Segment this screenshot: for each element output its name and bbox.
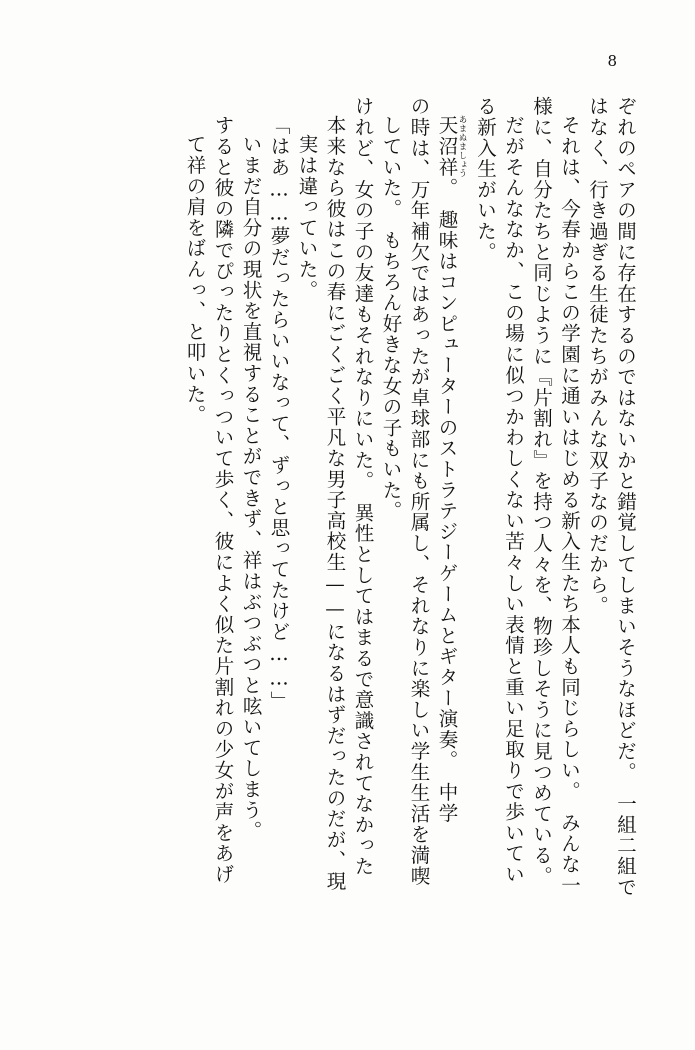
ruby-reading: あまぬましょう (457, 115, 467, 178)
text-column: 様に、自分たちと同じように『片割れ』を持つ人々を、物珍しそうに見つめている。 (530, 96, 553, 887)
text-column: る新入生がいた。 (474, 96, 497, 263)
column-remainder: 。 趣味はコンピューターのストラテジーゲームとギター演奏。 中学 (435, 177, 459, 824)
text-column: 実は違っていた。 (295, 134, 319, 301)
vertical-text-block (44, 96, 635, 964)
text-column: ぞれのペアの間に存在するのではないかと錯覚してしまいそうなほどだ。 一組二組で (614, 96, 637, 898)
text-column: 「はあ……夢だったらいいなって、ずっと思ってたけど……」 (267, 115, 291, 712)
text-column: の時は、万年補欠ではあったが卓球部にも所属し、それなりに楽しい学生生活を満喫 (407, 96, 431, 887)
text-column: けれど、女の子の友達もそれなりにいた。 異性としてはまるで意識されてなかった (351, 96, 375, 877)
ruby-annotated-name (435, 115, 467, 178)
text-column-with-ruby (437, 96, 467, 983)
text-column: していた。 もちろん好きな女の子もいた。 (379, 115, 403, 522)
ruby-base: 天沼祥 (435, 115, 459, 178)
text-column: だがそんななか、この場に似つかわしくない苦々しい表情と重い足取りで歩いてい (502, 115, 525, 885)
text-column: て祥の肩をばんっ、と叩いた。 (183, 134, 207, 426)
page-number: 8 (607, 52, 617, 70)
text-column: すると彼の隣でぴったりとくっついて歩く、彼によく似た片割れの少女が声をあげ (211, 115, 235, 885)
text-column: いまだ自分の現状を直視することができず、祥はぶつぶつと呟いてしまう。 (239, 134, 263, 842)
text-column: 本来なら彼はこの春にごくごく平凡な男子高校生——になるはずだったのだが、現 (323, 115, 347, 892)
text-column: はなく、行き過ぎる生徒たちがみんな双子なのだから。 (586, 96, 609, 616)
text-column: それは、今春からこの学園に通いはじめる新入生たち本人も同じらしい。 みんな一 (558, 115, 581, 896)
